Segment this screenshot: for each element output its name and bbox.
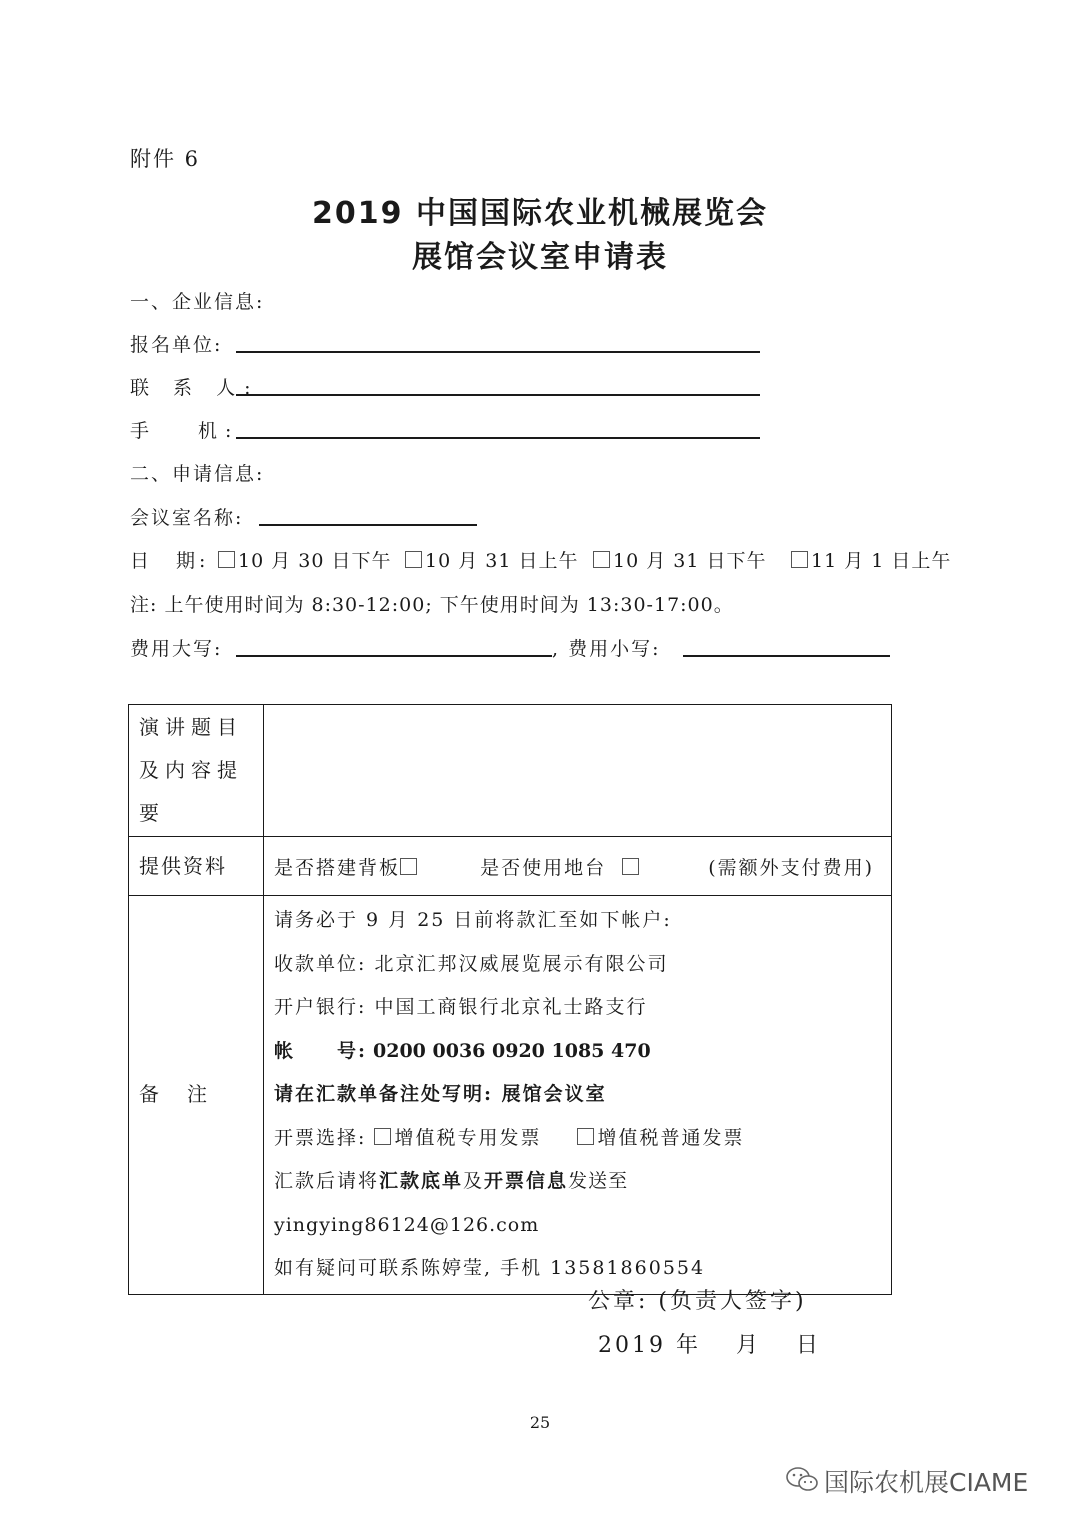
materials-cell [264,837,892,896]
page-number: 25 [529,1413,551,1432]
remarks-label: 备 注 [129,896,264,1295]
remark-deadline: 请务必于 9 月 25 日前将款汇至如下帐户: [274,909,672,931]
remark-bank: 开户银行: 中国工商银行北京礼士路支行 [274,996,648,1018]
backboard-label: 是否搭建背板 [274,856,401,879]
date-option-3[interactable]: 10 月 31 日下午 [593,546,766,573]
watermark-text: 国际农机展CIAME [824,1468,1029,1497]
room-name-label: 会议室名称: [130,507,244,529]
sign-date: 2019 年 月 日 [598,1333,821,1358]
checkbox-icon[interactable] [400,858,417,875]
date-option-1[interactable]: 10 月 30 日下午 [218,546,391,573]
remark-account [274,1030,891,1074]
account-label: 帐 号: [274,1039,368,1062]
date-option-4[interactable]: 11 月 1 日上午 [791,546,951,573]
checkbox-icon[interactable] [622,858,639,875]
remarks-cell [264,896,892,1295]
fee-lower-input-line[interactable] [683,655,890,657]
date-label: 日 期: [130,550,210,572]
materials-row [129,837,892,896]
date-option-2[interactable]: 10 月 31 日上午 [405,546,578,573]
section-company-info: 一、企业信息: [130,291,265,313]
invoice-option-normal: 增值税普通发票 [597,1126,745,1149]
speech-row [129,705,892,837]
checkbox-icon[interactable] [405,551,422,568]
speech-label: 演讲题目及内容提要 [129,705,264,837]
company-label: 报名单位: [130,334,223,356]
remark-send: 汇款后请将汇款底单及开票信息发送至 yingying86124@126.com [274,1170,629,1236]
application-table [128,704,892,1295]
contact-input-line[interactable] [236,394,760,396]
fee-lower-label: , 费用小写: [552,638,661,660]
checkbox-icon[interactable] [218,551,235,568]
form-subtitle: 展馆会议室申请表 [412,240,668,275]
phone-input-line[interactable] [236,437,760,439]
checkbox-icon[interactable] [374,1128,391,1145]
remark-memo: 请在汇款单备注处写明: 展馆会议室 [274,1083,607,1105]
section-application-info: 二、申请信息: [130,463,265,485]
invoice-option-special: 增值税专用发票 [394,1126,542,1149]
attachment-label: 附件 6 [130,147,201,171]
phone-label: 手 机: [130,420,240,442]
invoice-label: 开票选择: [274,1126,367,1149]
remarks-row [129,896,892,1295]
remark-payee: 收款单位: 北京汇邦汉威展览展示有限公司 [274,952,669,975]
checkbox-icon[interactable] [791,551,808,568]
wechat-icon [785,1466,819,1492]
carpet-label: 是否使用地台 [480,856,607,879]
seal-label: 公章: (负责人签字) [588,1289,807,1314]
fee-upper-input-line[interactable] [236,655,552,657]
contact-label: 联 系 人: [130,377,260,399]
checkbox-icon[interactable] [577,1128,594,1145]
speech-content-cell[interactable] [264,705,892,837]
extra-fee-note: (需额外支付费用) [708,856,875,879]
checkbox-icon[interactable] [593,551,610,568]
usage-time-note: 注: 上午使用时间为 8:30-12:00; 下午使用时间为 13:30-17:00。 [130,594,734,616]
remark-invoice [274,1117,891,1161]
fee-upper-label: 费用大写: [130,638,223,660]
company-input-line[interactable] [236,351,760,353]
account-number: 0200 0036 0920 1085 470 [373,1039,651,1062]
form-title: 2019 中国国际农业机械展览会 [312,196,768,231]
materials-label: 提供资料 [129,837,264,896]
remark-contact: 如有疑问可联系陈婷莹, 手机 13581860554 [274,1257,706,1279]
room-name-input-line[interactable] [259,524,477,526]
